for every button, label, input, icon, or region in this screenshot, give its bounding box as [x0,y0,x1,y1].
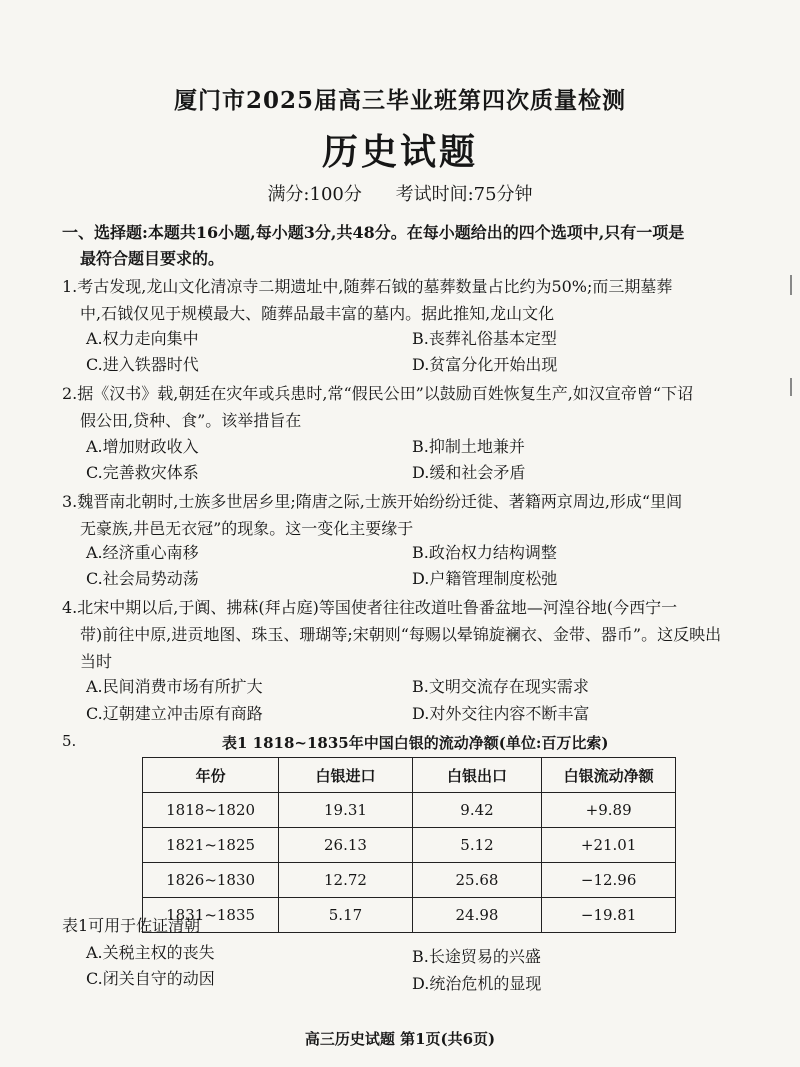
q5-option-a: A.关税主权的丧失 [86,943,215,962]
table-cell: 19.31 [279,793,413,828]
q2-option-d: D.缓和社会矛盾 [412,463,526,482]
exam-title: 厦门市2025届高三毕业班第四次质量检测 [173,87,626,114]
q1-option-d: D.贫富分化开始出现 [412,355,558,374]
q4-option-c: C.辽朝建立冲击原有商路 [86,704,263,723]
table-cell: 9.42 [412,793,542,828]
question-line: 无豪族,井邑无衣冠”的现象。这一变化主要缘于 [80,519,414,538]
question-line: 当时 [80,652,113,671]
q1-option-b: B.丧葬礼俗基本定型 [412,329,557,348]
table-cell: 24.98 [412,898,542,933]
table-cell: 1826~1830 [143,863,279,898]
table-cell: 26.13 [279,828,413,863]
q5-option-d: D.统治危机的显现 [412,974,542,993]
question-line: 假公田,贷种、食”。该举措旨在 [80,411,302,430]
question-2 [62,380,732,434]
table-header-cell: 年份 [143,758,279,793]
table-cell: 5.12 [412,828,542,863]
table-cell: −12.96 [542,863,676,898]
q4-option-b: B.文明交流存在现实需求 [412,677,589,696]
section-line: 一、选择题:本题共16小题,每小题3分,共48分。在每小题给出的四个选项中,只有一项是 [62,223,685,242]
table-cell: −19.81 [542,898,676,933]
question-line: 1.考古发现,龙山文化清凉寺二期遗址中,随葬石钺的墓葬数量占比约为50%;而三期墓葬 [62,277,673,296]
table-caption: 表1 1818~1835年中国白银的流动净额(单位:百万比索) [222,734,609,752]
table-cell: 12.72 [279,863,413,898]
q2-option-a: A.增加财政收入 [86,437,199,456]
table-row [143,828,676,863]
q4-option-a: A.民间消费市场有所扩大 [86,677,263,696]
table-header-cell: 白银流动净额 [542,758,676,793]
q3-option-b: B.政治权力结构调整 [412,543,557,562]
q5-option-b: B.长途贸易的兴盛 [412,947,541,966]
silver-flow-table [142,757,676,933]
question-line: 2.据《汉书》载,朝廷在灾年或兵患时,常“假民公田”以鼓励百姓恢复生产,如汉宣帝曾“下诏 [62,384,694,403]
table-header-cell: 白银进口 [279,758,413,793]
exam-meta [0,180,800,206]
q3-option-d: D.户籍管理制度松弛 [412,569,558,588]
q1-option-c: C.进入铁器时代 [86,355,199,374]
table-cell: +21.01 [542,828,676,863]
question-number: 5. [62,732,77,750]
full-score: 满分:100分 [267,184,362,205]
section-instructions [62,220,732,272]
q5-option-c: C.闭关自守的动因 [86,969,215,988]
question-line: 带)前往中原,进贡地图、珠玉、珊瑚等;宋朝则“每赐以晕锦旋襕衣、金带、器币”。这反映出 [80,625,722,644]
q3-option-a: A.经济重心南移 [86,543,199,562]
table-cell: 5.17 [279,898,413,933]
scan-mark [790,275,792,295]
table-row [143,863,676,898]
question-3 [62,488,732,542]
q2-option-c: C.完善救灾体系 [86,463,199,482]
page-footer: 高三历史试题 第1页(共6页) [304,1030,496,1048]
table-cell: +9.89 [542,793,676,828]
scan-mark [790,378,792,396]
section-line: 最符合题目要求的。 [80,249,225,268]
question-line: 4.北宋中期以后,于阗、拂菻(拜占庭)等国使者往往改道吐鲁番盆地—河湟谷地(今西宁一 [62,598,678,617]
table-cell: 25.68 [412,863,542,898]
question-4 [62,594,732,675]
subject-title: 历史试题 [321,131,478,173]
table-header-row [143,758,676,793]
table-row [143,793,676,828]
table-cell: 1818~1820 [143,793,279,828]
table-cell: 1821~1825 [143,828,279,863]
question-5-stem: 表1可用于佐证清朝 [62,916,201,935]
question-line: 中,石钺仅见于规模最大、随葬品最丰富的墓内。据此推知,龙山文化 [80,304,555,323]
q4-option-d: D.对外交往内容不断丰富 [412,704,590,723]
q3-option-c: C.社会局势动荡 [86,569,199,588]
q1-option-a: A.权力走向集中 [86,329,199,348]
question-1 [62,273,732,327]
question-line: 3.魏晋南北朝时,士族多世居乡里;隋唐之际,士族开始纷纷迁徙、著籍两京周边,形成“里闾 [62,492,683,511]
exam-time: 考试时间:75分钟 [395,184,533,205]
table-header-cell: 白银出口 [412,758,542,793]
q2-option-b: B.抑制土地兼并 [412,437,525,456]
table-cell: 1831~1835 [143,898,279,933]
